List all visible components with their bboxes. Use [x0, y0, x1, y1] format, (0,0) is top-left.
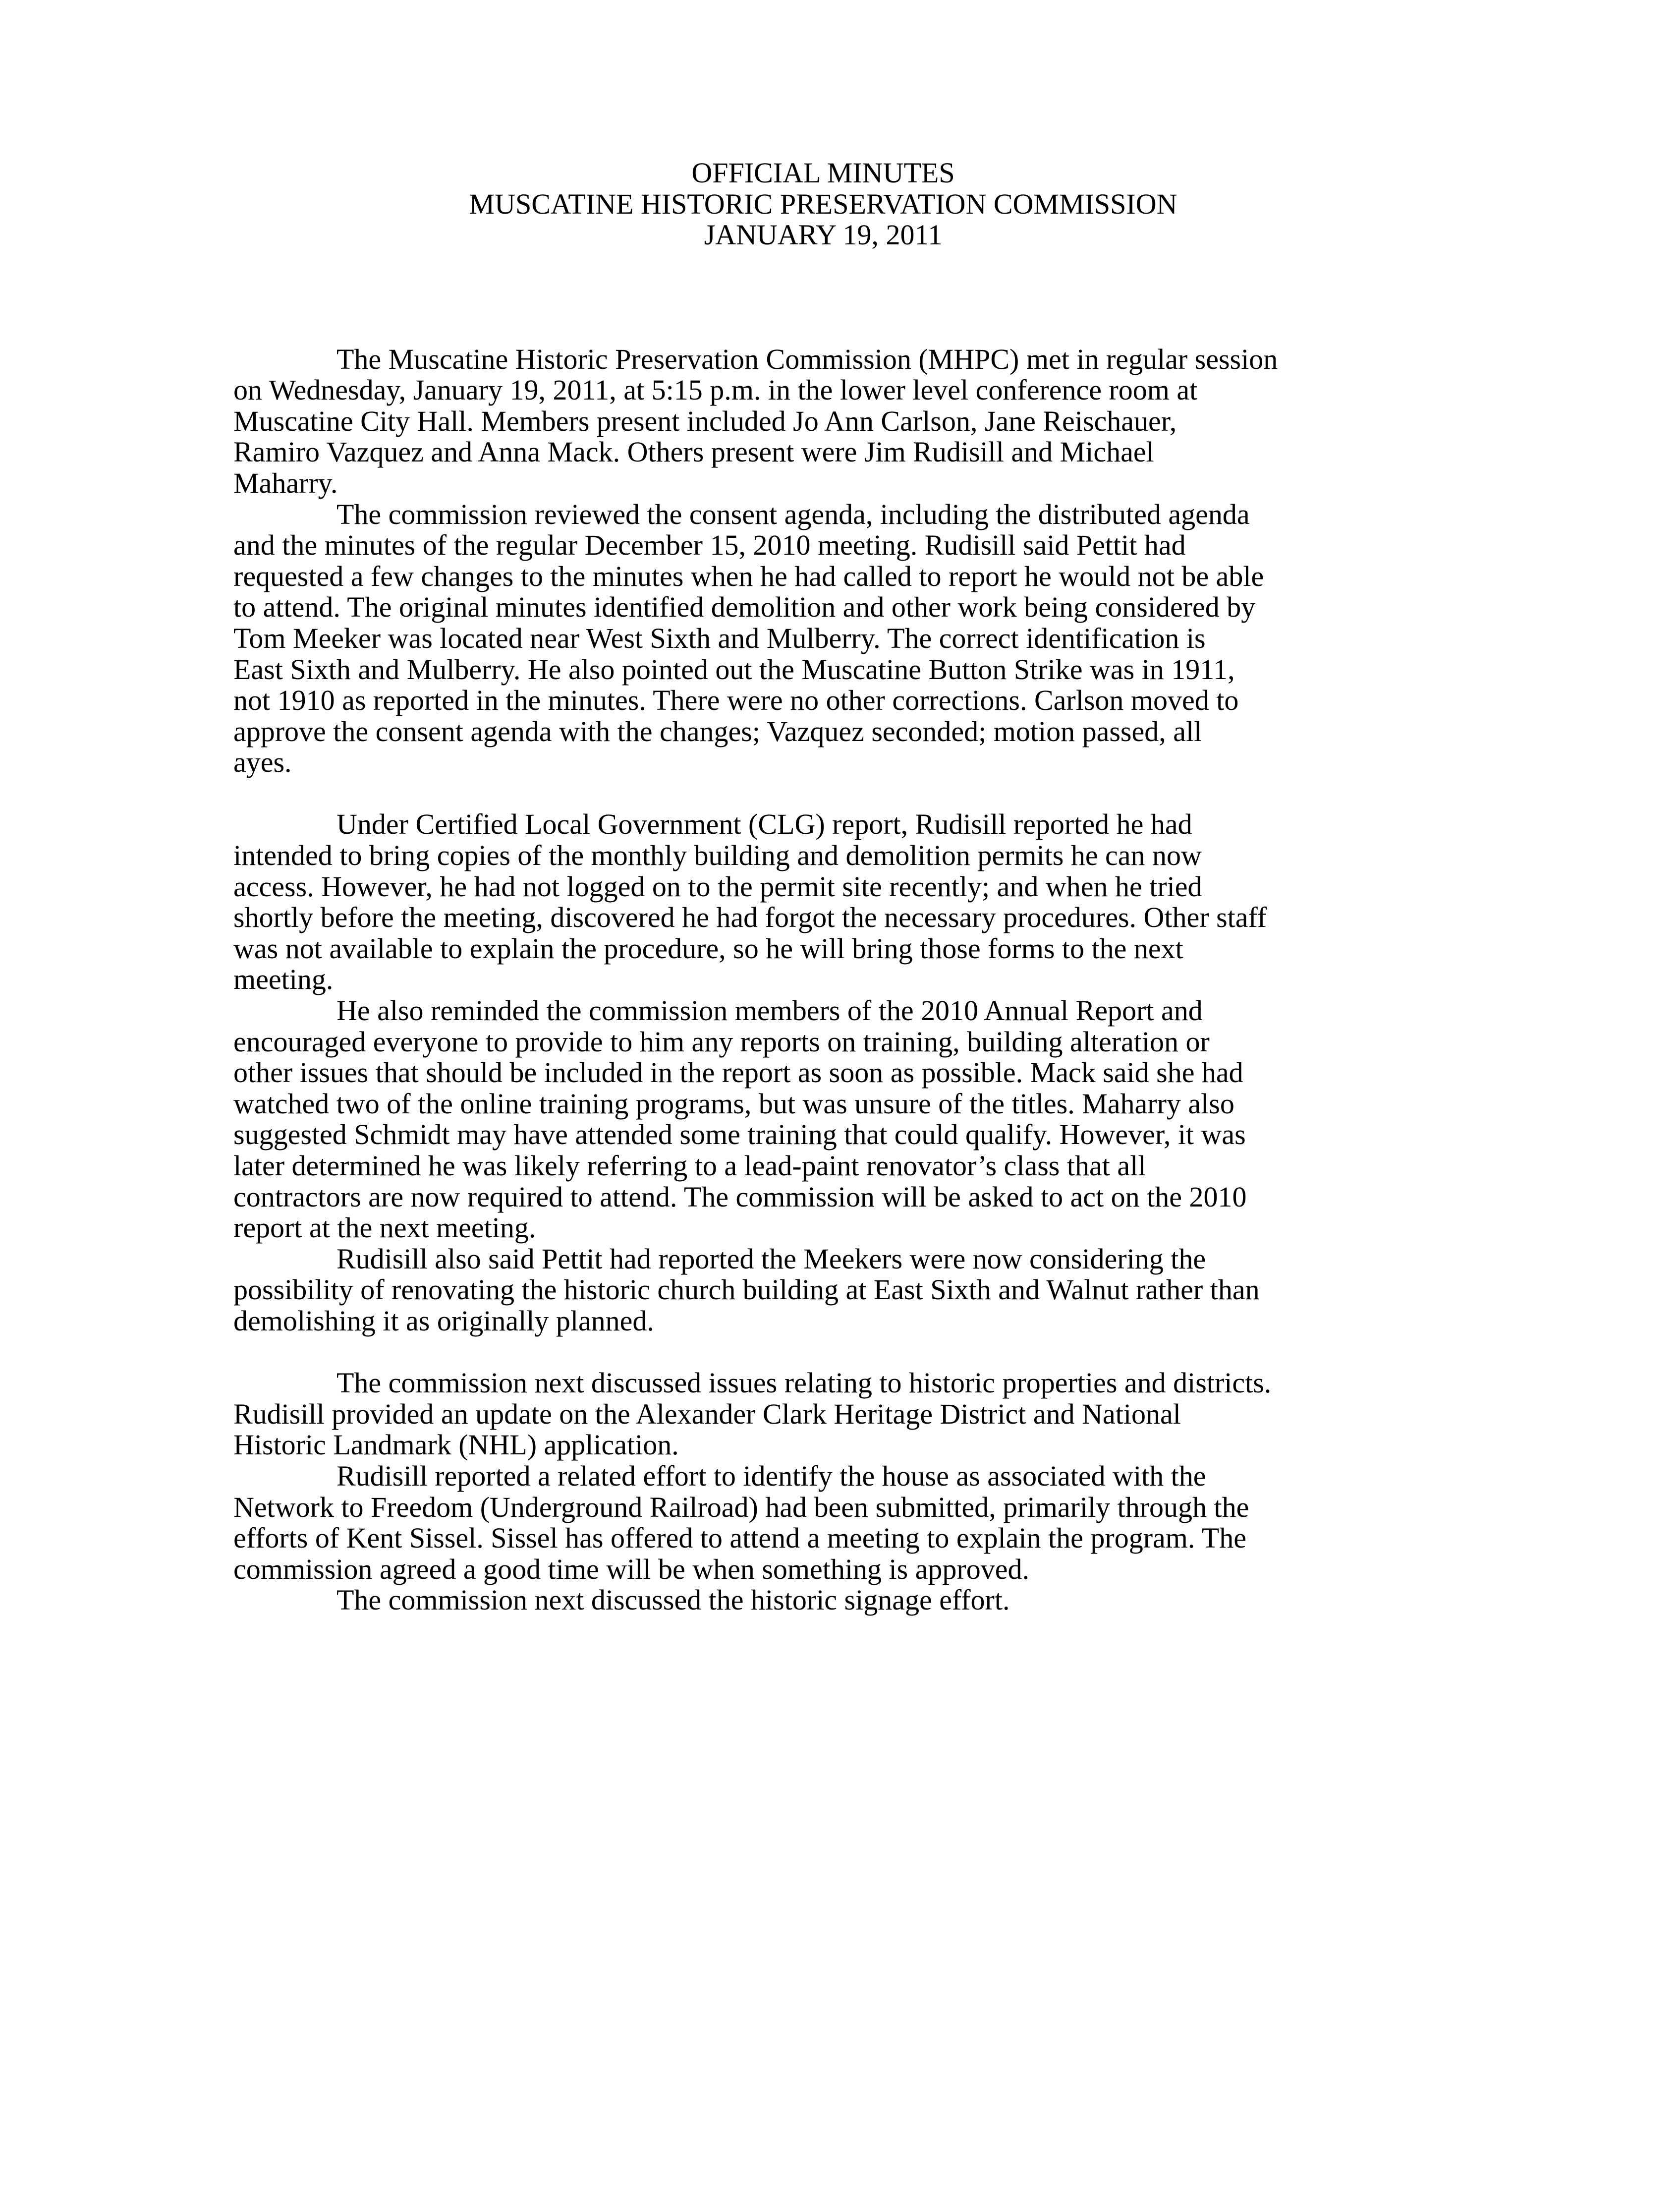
text-line: commission agreed a good time will be when something is approved.: [233, 1553, 1029, 1585]
text-line: efforts of Kent Sissel. Sissel has offered to attend a meeting to explain the program. The: [233, 1522, 1247, 1554]
text-line: The commission reviewed the consent agenda, including the distributed agenda: [336, 498, 1250, 530]
text-line: demolishing it as originally planned.: [233, 1304, 654, 1337]
paragraph: [233, 995, 1433, 1244]
text-line: Historic Landmark (NHL) application.: [233, 1429, 679, 1461]
text-line: on Wednesday, January 19, 2011, at 5:15 p.m. in the lower level conference room at: [233, 374, 1198, 406]
text-line: ayes.: [233, 746, 292, 779]
text-line: Muscatine City Hall. Members present included Jo Ann Carlson, Jane Reischauer,: [233, 404, 1177, 437]
paragraph: [233, 344, 1433, 499]
document-page: [233, 158, 1433, 1616]
text-line: The commission next discussed the historic signage effort.: [336, 1584, 1010, 1616]
text-line: approve the consent agenda with the changes; Vazquez seconded; motion passed, all: [233, 715, 1202, 748]
text-line: watched two of the online training programs, but was unsure of the titles. Maharry also: [233, 1087, 1234, 1120]
text-line: The commission next discussed issues relating to historic properties and districts.: [336, 1367, 1272, 1399]
paragraph: [233, 809, 1433, 995]
text-line: access. However, he had not logged on to the permit site recently; and when he tried: [233, 870, 1202, 903]
text-line: other issues that should be included in the report as soon as possible. Mack said she had: [233, 1056, 1243, 1089]
text-line: Under Certified Local Government (CLG) report, Rudisill reported he had: [336, 808, 1192, 841]
text-line: and the minutes of the regular December 15, 2010 meeting. Rudisill said Pettit had: [233, 529, 1186, 562]
paragraph: [233, 1461, 1433, 1585]
text-line: suggested Schmidt may have attended some training that could qualify. However, it was: [233, 1118, 1246, 1151]
text-line: Maharry.: [233, 466, 338, 499]
title-line: JANUARY 19, 2011: [704, 219, 943, 251]
text-line: to attend. The original minutes identified demolition and other work being considered by: [233, 591, 1256, 624]
text-line: contractors are now required to attend. The commission will be asked to act on the 2010: [233, 1180, 1247, 1213]
minutes-body: [233, 344, 1433, 1616]
paragraph: [233, 499, 1433, 778]
text-line: not 1910 as reported in the minutes. There were no other corrections. Carlson moved to: [233, 684, 1239, 717]
paragraph: [233, 1585, 1433, 1616]
document-title: [233, 158, 1413, 251]
text-line: Rudisill also said Pettit had reported the Meekers were now considering the: [336, 1242, 1206, 1275]
title-line: OFFICIAL MINUTES: [691, 157, 955, 189]
text-line: He also reminded the commission members of the 2010 Annual Report and: [336, 994, 1203, 1027]
text-line: Ramiro Vazquez and Anna Mack. Others present were Jim Rudisill and Michael: [233, 436, 1154, 468]
text-line: encouraged everyone to provide to him any reports on training, building alteration or: [233, 1025, 1210, 1058]
paragraph: [233, 1368, 1433, 1461]
spacer: [233, 251, 1433, 282]
text-line: shortly before the meeting, discovered he had forgot the necessary procedures. Other staff: [233, 901, 1267, 934]
text-line: Tom Meeker was located near West Sixth and Mulberry. The correct identification is: [233, 622, 1206, 654]
text-line: intended to bring copies of the monthly building and demolition permits he can now: [233, 839, 1202, 872]
text-line: later determined he was likely referring to a lead-paint renovator’s class that all: [233, 1150, 1146, 1182]
text-line: The Muscatine Historic Preservation Commission (MHPC) met in regular session: [336, 343, 1278, 375]
title-line: MUSCATINE HISTORIC PRESERVATION COMMISSION: [469, 187, 1177, 220]
text-line: Rudisill reported a related effort to identify the house as associated with the: [336, 1459, 1206, 1492]
blank-line: [233, 778, 1433, 809]
text-line: possibility of renovating the historic church building at East Sixth and Walnut rather than: [233, 1273, 1260, 1306]
spacer: [233, 313, 1433, 344]
text-line: was not available to explain the procedure, so he will bring those forms to the next: [233, 932, 1183, 965]
text-line: requested a few changes to the minutes when he had called to report he would not be able: [233, 560, 1264, 592]
text-line: Network to Freedom (Underground Railroad) had been submitted, primarily through the: [233, 1491, 1249, 1523]
blank-line: [233, 1337, 1433, 1368]
paragraph: [233, 1244, 1433, 1337]
text-line: Rudisill provided an update on the Alexander Clark Heritage District and National: [233, 1397, 1181, 1430]
text-line: East Sixth and Mulberry. He also pointed out the Muscatine Button Strike was in 1911,: [233, 653, 1235, 686]
text-line: report at the next meeting.: [233, 1211, 536, 1244]
text-line: meeting.: [233, 963, 334, 996]
spacer: [233, 282, 1433, 313]
